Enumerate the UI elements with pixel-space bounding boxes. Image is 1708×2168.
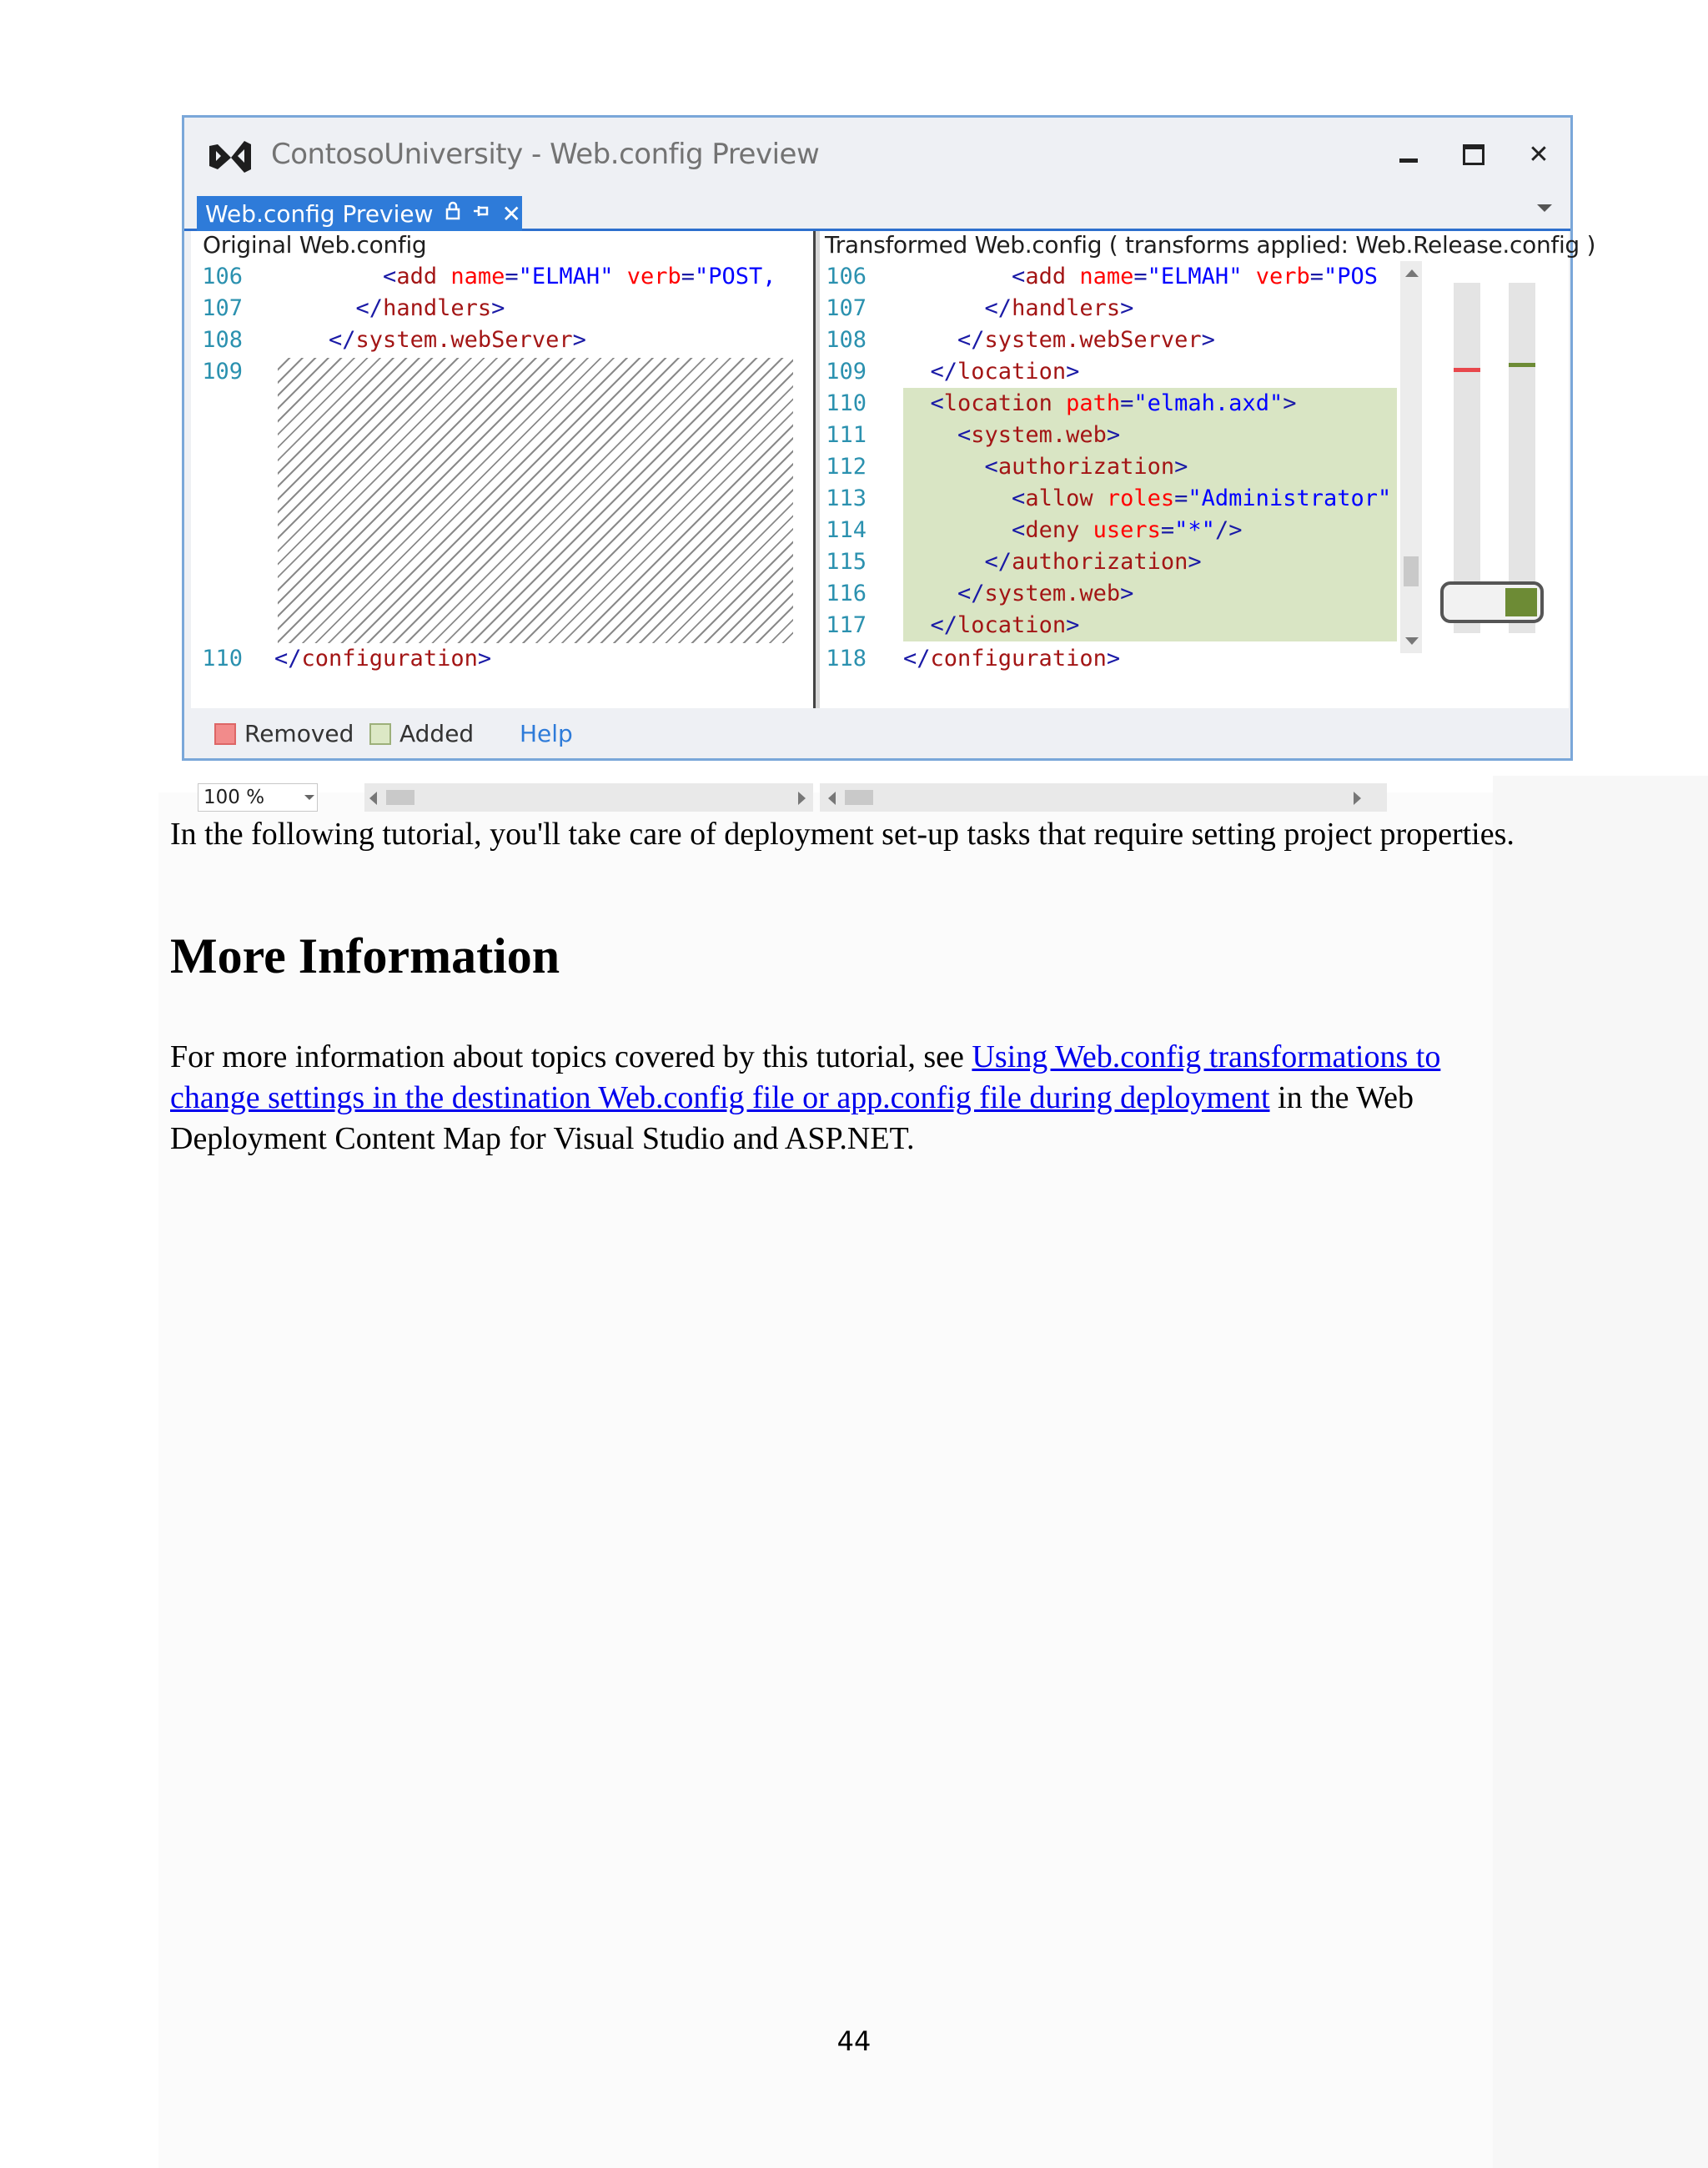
tab-label: Web.config Preview [205, 199, 434, 228]
help-link[interactable]: Help [520, 720, 573, 747]
code-text[interactable]: <deny users="*"/> [1012, 517, 1243, 543]
document-tab-row [184, 191, 1570, 231]
maximize-icon [1463, 144, 1484, 165]
line-number: 109 [202, 359, 243, 385]
zoom-chevron-down-icon[interactable] [304, 795, 314, 800]
code-text[interactable]: <add name="ELMAH" verb="POST, [383, 264, 776, 289]
removed-marker [1454, 368, 1480, 372]
pin-icon[interactable] [472, 202, 490, 225]
removed-swatch [214, 723, 236, 745]
code-text[interactable]: </location> [930, 612, 1080, 638]
code-text[interactable]: </authorization> [984, 549, 1202, 575]
legend-added-label: Added [399, 720, 475, 747]
pane-splitter[interactable] [813, 231, 820, 708]
line-number: 113 [826, 485, 867, 511]
code-line [191, 643, 813, 675]
legend-removed-label: Removed [244, 720, 354, 747]
close-window-button[interactable] [1515, 131, 1562, 178]
transformed-pane [820, 231, 1596, 708]
legend-added [369, 720, 474, 747]
line-number: 111 [826, 422, 867, 448]
code-text[interactable]: </system.webServer> [957, 327, 1215, 353]
scroll-thumb[interactable] [845, 790, 873, 805]
minimize-button[interactable] [1385, 131, 1432, 178]
right-horizontal-scrollbar[interactable] [820, 783, 1387, 812]
code-line [191, 261, 813, 293]
window-title: ContosoUniversity - Web.config Preview [271, 138, 820, 171]
line-number: 110 [826, 390, 867, 416]
added-marker [1509, 363, 1535, 367]
legend-removed [214, 720, 354, 747]
page-background [158, 792, 1708, 2168]
window-titlebar [184, 118, 1570, 191]
paragraph-next-tutorial: In the following tutorial, you'll take care of deployment set-up tasks that require setting project properties. [170, 817, 1515, 852]
right-vertical-scrollbar[interactable] [1400, 261, 1422, 653]
code-text[interactable]: </configuration> [274, 646, 492, 672]
code-text[interactable]: <system.web> [957, 422, 1121, 448]
line-number: 118 [826, 646, 867, 672]
left-horizontal-scrollbar[interactable] [364, 783, 813, 812]
scroll-right-icon[interactable] [798, 792, 806, 805]
lock-icon[interactable] [445, 202, 460, 225]
code-text[interactable]: </configuration> [903, 646, 1121, 672]
scroll-thumb[interactable] [386, 790, 414, 805]
code-text[interactable]: </system.web> [957, 581, 1134, 606]
diff-overview-margin[interactable] [1429, 261, 1562, 656]
more-info-text-before: For more information about topics covered by this tutorial, see [170, 1039, 972, 1074]
scroll-up-icon[interactable] [1405, 269, 1419, 277]
line-number: 114 [826, 517, 867, 543]
more-info-text-after: in the Web Deployment Content Map for Visual Studio and ASP.NET. [170, 1080, 1414, 1156]
line-number: 115 [826, 549, 867, 575]
diff-legend [184, 708, 1570, 758]
line-number: 109 [826, 359, 867, 385]
code-line [191, 293, 813, 324]
page-background-right [1493, 776, 1708, 2168]
visual-studio-logo-icon [208, 138, 251, 174]
code-text[interactable]: </location> [930, 359, 1080, 385]
minimize-icon [1399, 158, 1418, 163]
page-number: 44 [836, 2025, 872, 2057]
line-number: 110 [202, 646, 243, 672]
line-number: 106 [826, 264, 867, 289]
scroll-thumb-vertical[interactable] [1404, 556, 1419, 586]
line-number: 107 [826, 295, 867, 321]
overview-transformed-track [1509, 283, 1535, 633]
code-text[interactable]: <allow roles="Administrator" [1012, 485, 1392, 511]
tab-overflow-dropdown-icon[interactable] [1537, 204, 1552, 212]
code-text[interactable]: <location path="elmah.axd"> [930, 390, 1297, 416]
maximize-button[interactable] [1450, 131, 1497, 178]
scroll-right-icon[interactable] [1354, 792, 1361, 805]
line-number: 116 [826, 581, 867, 606]
code-text[interactable]: <authorization> [984, 454, 1188, 480]
close-icon[interactable]: ✕ [501, 199, 521, 228]
removed-gap-hatch [278, 358, 793, 643]
vs-preview-window [182, 115, 1596, 808]
line-number: 106 [202, 264, 243, 289]
line-number: 108 [826, 327, 867, 353]
transformed-pane-header: Transformed Web.config ( transforms applied: Web.Release.config ) [825, 231, 1596, 259]
zoom-dropdown[interactable]: 100 % [198, 783, 318, 812]
paragraph-more-info [170, 1037, 1521, 1159]
added-swatch [369, 723, 391, 745]
original-pane-header: Original Web.config [203, 231, 427, 259]
code-text[interactable]: </system.webServer> [329, 327, 586, 353]
code-line [191, 324, 813, 356]
tab-web-config-preview[interactable] [197, 196, 522, 231]
overview-original-track [1454, 283, 1480, 633]
scroll-left-icon[interactable] [828, 792, 836, 805]
web-config-transformations-link[interactable]: Using Web.config transformations to change settings in the destination Web.config file or app.config file during deployment [170, 1039, 1441, 1115]
line-number: 117 [826, 612, 867, 638]
line-number: 107 [202, 295, 243, 321]
scroll-left-icon[interactable] [369, 792, 377, 805]
close-icon: ✕ [1528, 139, 1550, 169]
section-heading: More Information [170, 928, 560, 983]
code-text[interactable]: </handlers> [355, 295, 505, 321]
code-text[interactable]: <add name="ELMAH" verb="POS [1012, 264, 1379, 289]
scroll-down-icon[interactable] [1405, 637, 1419, 645]
line-number: 112 [826, 454, 867, 480]
code-text[interactable]: </handlers> [984, 295, 1134, 321]
line-number: 108 [202, 327, 243, 353]
overview-viewport-lens[interactable] [1440, 581, 1544, 623]
